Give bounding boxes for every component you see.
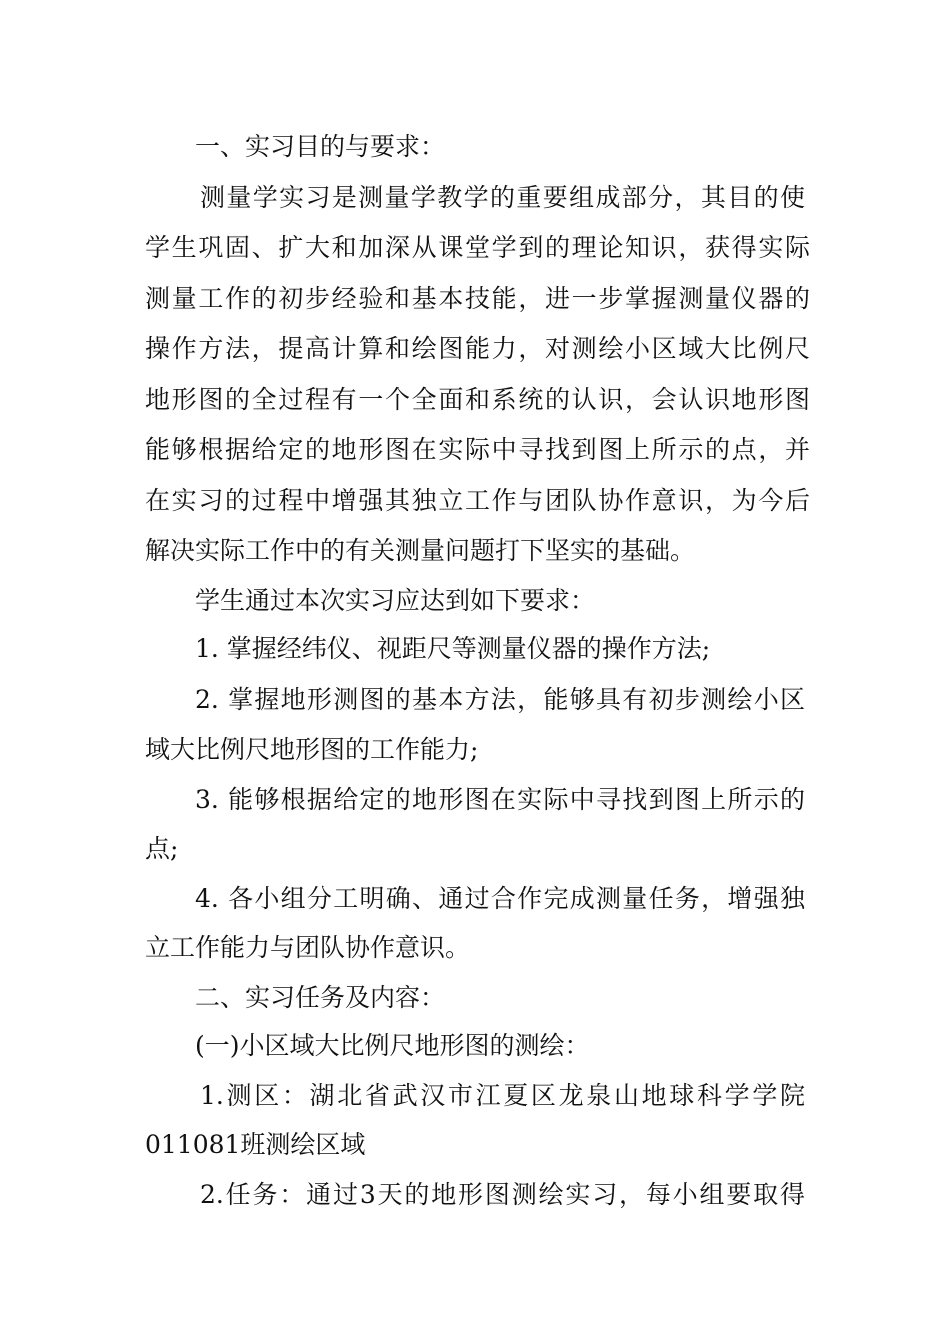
paragraph-line-8: 解决实际工作中的有关测量问题打下坚实的基础。: [145, 536, 696, 565]
paragraph-line-6: 能够根据给定的地形图在实际中寻找到图上所示的点，并: [145, 435, 810, 464]
section-heading-2: 二、实习任务及内容：: [195, 983, 446, 1012]
task-line-1: 2.任务：通过3天的地形图测绘实习，每小组要取得: [200, 1180, 805, 1209]
survey-area-line-1: 1.测区：湖北省武汉市江夏区龙泉山地球科学学院: [200, 1081, 805, 1110]
requirement-2-line-1: 2. 掌握地形测图的基本方法，能够具有初步测绘小区: [195, 685, 805, 714]
paragraph-line-7: 在实习的过程中增强其独立工作与团队协作意识，为今后: [145, 486, 810, 515]
requirement-2-line-2: 域大比例尺地形图的工作能力;: [145, 735, 479, 764]
requirements-intro: 学生通过本次实习应达到如下要求：: [195, 586, 596, 615]
requirement-4-line-2: 立工作能力与团队协作意识。: [145, 933, 471, 962]
paragraph-line-3: 测量工作的初步经验和基本技能，进一步掌握测量仪器的: [145, 284, 810, 313]
paragraph-line-4: 操作方法，提高计算和绘图能力，对测绘小区域大比例尺: [145, 334, 810, 363]
requirement-4-line-1: 4. 各小组分工明确、通过合作完成测量任务，增强独: [195, 884, 805, 913]
paragraph-line-5: 地形图的全过程有一个全面和系统的认识，会认识地形图: [145, 385, 810, 414]
requirement-3-line-2: 点;: [145, 834, 179, 863]
subsection-heading-1: (一)小区域大比例尺地形图的测绘：: [195, 1031, 590, 1060]
requirement-1: 1. 掌握经纬仪、视距尺等测量仪器的操作方法;: [195, 634, 711, 663]
paragraph-line-2: 学生巩固、扩大和加深从课堂学到的理论知识，获得实际: [145, 233, 810, 262]
section-heading-1: 一、实习目的与要求：: [195, 132, 446, 161]
survey-area-line-2: 011081班测绘区域: [145, 1130, 366, 1159]
paragraph-line-1: 测量学实习是测量学教学的重要组成部分，其目的使: [200, 183, 805, 212]
requirement-3-line-1: 3. 能够根据给定的地形图在实际中寻找到图上所示的: [195, 785, 805, 814]
